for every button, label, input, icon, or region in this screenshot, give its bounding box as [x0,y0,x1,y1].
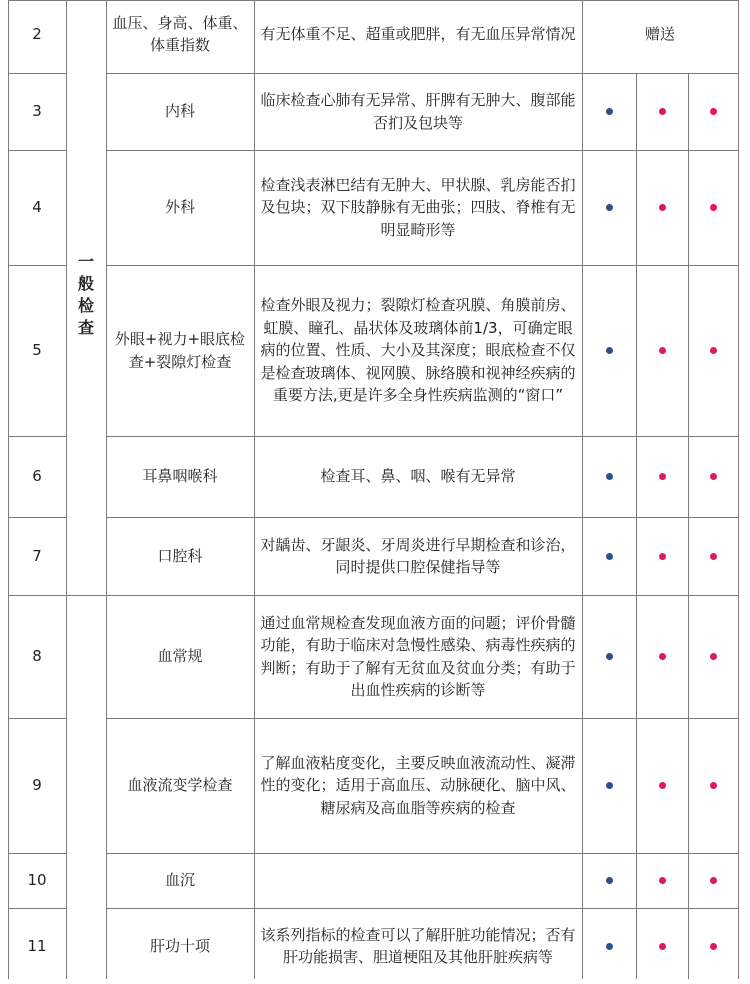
grid-line [106,908,739,909]
grid-line [66,595,107,596]
package-b-dot [659,204,666,211]
package-c-dot-cell [688,853,738,908]
package-b-dot-cell [636,853,688,908]
exam-item: 血液流变学检查 [127,776,233,795]
exam-item: 耳鼻咽喉科 [142,467,218,486]
grid-line [8,150,67,151]
grid-line [8,517,67,518]
package-b-dot [659,347,666,354]
gift-label: 赠送 [644,24,675,43]
grid-line [106,718,739,719]
package-c-dot [710,204,717,211]
row-number: 10 [27,871,47,890]
package-c-dot [710,553,717,560]
package-a-dot-cell [582,436,636,517]
exam-description: 临床检查心肺有无异常、肝脾有无肿大、腹部能否扪及包块等 [260,91,576,132]
package-a-dot [606,653,613,660]
exam-description: 检查耳、鼻、咽、喉有无异常 [320,467,516,486]
grid-line [8,0,9,979]
exam-item: 血沉 [164,871,195,890]
grid-line [582,0,583,979]
package-a-dot [606,553,613,560]
package-a-dot-cell [582,150,636,265]
grid-line [8,595,67,596]
package-a-dot [606,347,613,354]
grid-line [106,853,739,854]
exam-description: 通过血常规检查发现血液方面的问题；评价骨髓功能，有助于临床对急慢性感染、病毒性疾病的判断；有助于了解有无贫血及贫血分类；有助于出血性疾病的诊断等 [260,613,576,699]
package-c-dot-cell [688,436,738,517]
exam-item: 外眼+视力+眼底检查+裂隙灯检查 [114,330,246,371]
row-number: 9 [32,776,42,795]
grid-line [8,718,67,719]
category-cell: 一般检查 [77,252,94,337]
package-c-dot-cell [688,150,738,265]
exam-item: 内科 [164,102,195,121]
grid-line [8,265,67,266]
package-c-dot [710,877,717,884]
exam-description: 有无体重不足、超重或肥胖，有无血压异常情况 [260,24,576,43]
row-number: 4 [32,198,42,217]
row-number: 8 [32,647,42,666]
grid-line [8,436,67,437]
exam-item: 外科 [164,198,195,217]
grid-line [106,0,107,979]
package-b-dot-cell [636,718,688,853]
package-a-dot-cell [582,853,636,908]
package-b-dot [659,782,666,789]
package-a-dot-cell [582,73,636,150]
exam-description: 对龋齿、牙龈炎、牙周炎进行早期检查和诊治，同时提供口腔保健指导等 [260,535,576,576]
grid-line [106,73,739,74]
grid-line [8,73,67,74]
package-c-dot-cell [688,595,738,718]
exam-description: 该系列指标的检查可以了解肝脏功能情况；否有肝功能损害、胆道梗阻及其他肝脏疾病等 [260,925,576,966]
package-c-dot [710,347,717,354]
package-c-dot [710,943,717,950]
package-c-dot-cell [688,517,738,595]
row-number: 5 [32,341,42,360]
package-c-dot-cell [688,265,738,436]
grid-line [106,150,739,151]
grid-line [688,73,689,979]
grid-line [8,908,67,909]
package-a-dot-cell [582,908,636,984]
exam-item: 肝功十项 [149,936,210,955]
package-b-dot [659,553,666,560]
grid-line [106,517,739,518]
exam-description: 检查外眼及视力；裂隙灯检查巩膜、角膜前房、虹膜、瞳孔、晶状体及玻璃体前1/3，可确定眼病的位置、性质、大小及其深度；眼底检查不仅是检查玻璃体、视网膜、脉络膜和视神经疾病的重要方法,更是许多全身性疾病监测的“窗口” [260,296,576,405]
grid-line [8,0,739,1]
package-c-dot [710,653,717,660]
package-a-dot [606,943,613,950]
package-b-dot-cell [636,150,688,265]
exam-description: 了解血液粘度变化，主要反映血液流动性、凝滞性的变化；适用于高血压、动脉硬化、脑中风、糖尿病及高血脂等疾病的检查 [260,753,576,817]
grid-line [106,436,739,437]
row-number: 2 [32,24,42,43]
package-b-dot [659,108,666,115]
package-a-dot [606,473,613,480]
package-c-dot [710,473,717,480]
package-b-dot [659,653,666,660]
exam-description: 检查浅表淋巴结有无肿大、甲状腺、乳房能否扪及包块；双下肢静脉有无曲张；四肢、脊椎有无明显畸形等 [260,175,576,239]
exam-description [254,853,582,908]
package-c-dot-cell [688,718,738,853]
package-a-dot-cell [582,265,636,436]
package-a-dot-cell [582,718,636,853]
package-a-dot [606,204,613,211]
row-number: 3 [32,102,42,121]
row-number: 7 [32,546,42,565]
row-number: 11 [27,936,47,955]
exam-item: 口腔科 [157,546,203,565]
package-c-dot-cell [688,908,738,984]
package-b-dot-cell [636,595,688,718]
package-b-dot [659,877,666,884]
package-a-dot-cell [582,517,636,595]
package-b-dot-cell [636,73,688,150]
grid-line [8,853,67,854]
grid-line [66,0,67,979]
package-b-dot [659,943,666,950]
grid-line [106,265,739,266]
package-b-dot-cell [636,517,688,595]
row-number: 6 [32,467,42,486]
exam-item: 血压、身高、体重、体重指数 [112,13,248,54]
package-c-dot [710,108,717,115]
package-c-dot-cell [688,73,738,150]
package-a-dot [606,782,613,789]
exam-item: 血常规 [157,647,203,666]
package-a-dot [606,108,613,115]
package-b-dot-cell [636,265,688,436]
package-b-dot-cell [636,908,688,984]
package-a-dot-cell [582,595,636,718]
package-c-dot [710,782,717,789]
package-b-dot-cell [636,436,688,517]
grid-line [636,73,637,979]
package-b-dot [659,473,666,480]
grid-line [106,595,739,596]
package-a-dot [606,877,613,884]
grid-line [738,0,739,979]
grid-line [254,0,255,979]
